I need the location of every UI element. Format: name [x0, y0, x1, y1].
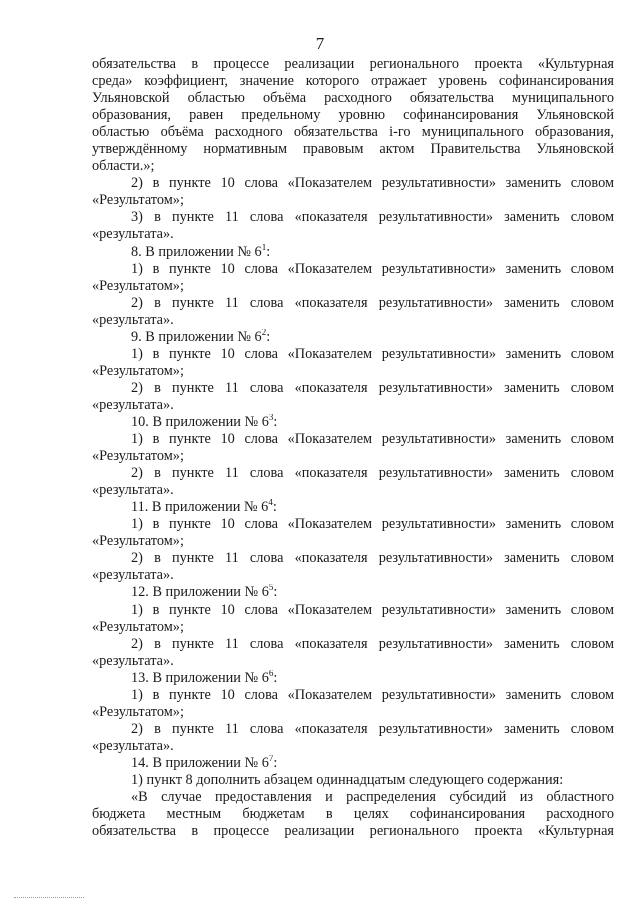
line-text: «результата».: [92, 226, 174, 243]
line-tail: :: [272, 499, 277, 516]
line-text: «Результатом»;: [92, 192, 184, 209]
line-text: «Результатом»;: [92, 362, 184, 379]
line-text: 2) в пункте 11 слова «показателя результативности» заменить словом: [131, 294, 614, 311]
text-line: [92, 192, 614, 209]
line-text: 1) пункт 8 дополнить абзацем одиннадцатым следующего содержания:: [131, 771, 564, 788]
line-text: 10. В приложении № 6: [131, 413, 269, 430]
line-tail: :: [273, 754, 278, 771]
line-tail: :: [266, 243, 271, 260]
appendix-superscript: 2: [261, 328, 267, 337]
text-line: [92, 124, 614, 141]
text-line: [92, 209, 614, 226]
section-heading-line: [92, 499, 614, 516]
appendix-superscript: 4: [268, 499, 273, 508]
text-line: [92, 261, 614, 278]
text-line: [92, 567, 614, 584]
text-line: [92, 789, 614, 806]
text-line: [92, 653, 614, 670]
line-text: «Результатом»;: [92, 448, 184, 465]
line-text: 2) в пункте 10 слова «Показателем результативности» заменить словом: [131, 175, 614, 192]
line-text: Ульяновской областью объёма расходного обязательства муниципального: [92, 90, 614, 107]
text-line: [92, 806, 614, 823]
line-text: обязательства в процессе реализации регионального проекта «Культурная: [92, 823, 614, 840]
section-heading-line: [92, 755, 614, 772]
page-number: 7: [315, 34, 325, 53]
text-line: [92, 602, 614, 619]
scan-edge-mark: [14, 897, 84, 899]
line-text: 1) в пункте 10 слова «Показателем результативности» заменить словом: [131, 260, 614, 277]
text-line: [92, 312, 614, 329]
line-text: «результата».: [92, 482, 174, 499]
line-text: 1) в пункте 10 слова «Показателем результативности» заменить словом: [131, 601, 614, 618]
line-text: 1) в пункте 10 слова «Показателем результативности» заменить словом: [131, 686, 614, 703]
line-text: среда» коэффициент, значение которого отражает уровень софинансирования: [92, 73, 614, 90]
text-line: [92, 550, 614, 567]
text-line: [92, 56, 614, 73]
line-text: 1) в пункте 10 слова «Показателем результативности» заменить словом: [131, 431, 614, 448]
text-line: [92, 465, 614, 482]
text-line: [92, 823, 614, 840]
line-text: 14. В приложении № 6: [131, 754, 269, 771]
line-text: «В случае предоставления и распределения субсидий из областного: [131, 789, 614, 806]
line-tail: :: [266, 328, 271, 345]
text-line: [92, 448, 614, 465]
line-text: утверждённому нормативным правовым актом Правительства Ульяновской: [92, 141, 614, 158]
line-text: бюджета местным бюджетам в целях софинансирования расходного: [92, 806, 614, 823]
line-text: 2) в пункте 11 слова «показателя результативности» заменить словом: [131, 465, 614, 482]
appendix-superscript: 7: [268, 754, 274, 763]
line-tail: :: [273, 413, 278, 430]
line-text: 1) в пункте 10 слова «Показателем результативности» заменить словом: [131, 345, 614, 362]
line-text: «Результатом»;: [92, 618, 184, 635]
text-line: [92, 107, 614, 124]
line-text: образования, равен предельному уровню софинансирования Ульяновской: [92, 107, 614, 124]
appendix-superscript: 5: [268, 584, 274, 593]
line-text: 2) в пункте 11 слова «показателя результативности» заменить словом: [131, 550, 614, 567]
text-line: [92, 73, 614, 90]
section-heading-line: [92, 244, 614, 261]
line-text: 2) в пункте 11 слова «показателя результативности» заменить словом: [131, 379, 614, 396]
text-line: [92, 431, 614, 448]
text-line: [92, 175, 614, 192]
section-heading-line: [92, 670, 614, 687]
text-line: [92, 226, 614, 243]
line-text: «Результатом»;: [92, 703, 184, 720]
appendix-superscript: 3: [268, 413, 274, 422]
line-tail: :: [273, 584, 278, 601]
line-text: области.»;: [92, 158, 155, 175]
line-text: 12. В приложении № 6: [131, 584, 269, 601]
text-line: [92, 90, 614, 107]
line-text: 1) в пункте 10 слова «Показателем результативности» заменить словом: [131, 516, 614, 533]
text-line: [92, 158, 614, 175]
line-text: 2) в пункте 11 слова «показателя результативности» заменить словом: [131, 720, 614, 737]
text-line: [92, 295, 614, 312]
text-line: [92, 738, 614, 755]
line-text: обязательства в процессе реализации регионального проекта «Культурная: [92, 56, 614, 72]
line-text: «Результатом»;: [92, 277, 184, 294]
section-heading-line: [92, 414, 614, 431]
text-line: [92, 687, 614, 704]
line-text: 13. В приложении № 6: [131, 669, 269, 686]
line-text: 11. В приложении № 6: [131, 499, 269, 516]
text-line: [92, 363, 614, 380]
text-line: [92, 397, 614, 414]
text-line: [92, 636, 614, 653]
section-heading-line: [92, 584, 614, 601]
text-line: [92, 516, 614, 533]
line-text: 8. В приложении № 6: [131, 243, 262, 260]
text-line: [92, 704, 614, 721]
line-text: «результата».: [92, 737, 174, 754]
text-line: [92, 482, 614, 499]
text-line: [92, 619, 614, 636]
appendix-superscript: 6: [268, 669, 274, 678]
line-text: «Результатом»;: [92, 533, 184, 550]
line-text: 2) в пункте 11 слова «показателя результативности» заменить словом: [131, 635, 614, 652]
line-text: «результата».: [92, 396, 174, 413]
line-tail: :: [273, 669, 278, 686]
line-text: областью объёма расходного обязательства i-го муниципального образования,: [92, 124, 614, 141]
line-text: «результата».: [92, 652, 174, 669]
text-line: [92, 278, 614, 295]
appendix-superscript: 1: [261, 243, 267, 252]
line-text: «результата».: [92, 567, 174, 584]
text-line: [92, 772, 614, 789]
document-body: [92, 56, 614, 840]
text-line: [92, 721, 614, 738]
text-line: [92, 346, 614, 363]
text-line: [92, 533, 614, 550]
text-line: [92, 141, 614, 158]
line-text: 3) в пункте 11 слова «показателя результативности» заменить словом: [131, 209, 614, 226]
section-heading-line: [92, 329, 614, 346]
line-text: «результата».: [92, 311, 174, 328]
text-line: [92, 380, 614, 397]
line-text: 9. В приложении № 6: [131, 328, 262, 345]
